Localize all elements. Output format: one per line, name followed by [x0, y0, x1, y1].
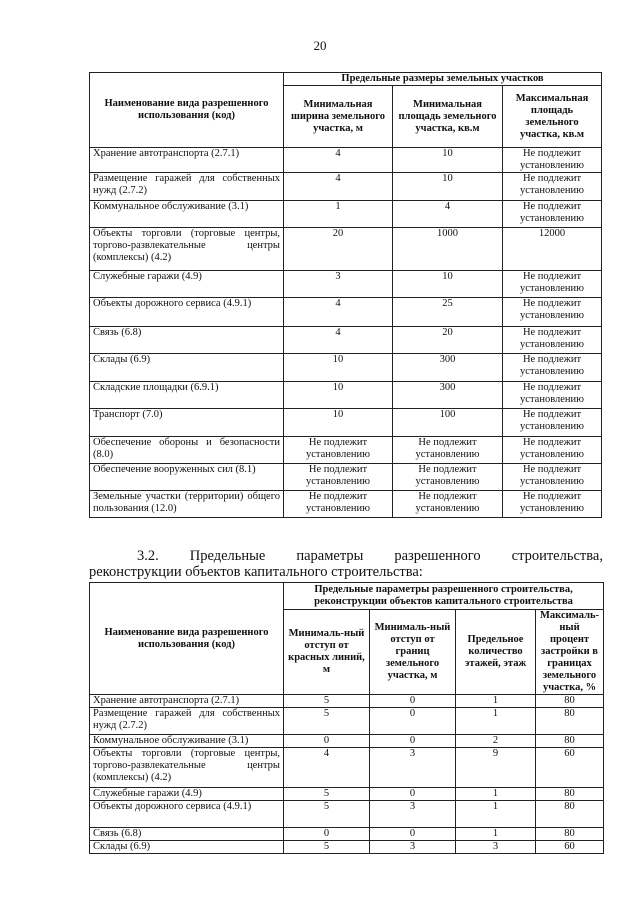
table-row	[90, 491, 602, 518]
header-min-area: Минимальная площадь земельного участка, кв.м	[393, 86, 503, 148]
cell-max-area: Не подлежит установлению	[503, 409, 602, 437]
cell-max-floors: 1	[456, 828, 536, 841]
table-row	[90, 437, 602, 464]
heading-word: разрешенного	[394, 548, 481, 564]
cell-min-width: 4	[284, 148, 393, 173]
cell-boundary-setback: 3	[370, 841, 456, 854]
cell-red-line-setback: 0	[284, 828, 370, 841]
cell-max-coverage: 80	[536, 708, 604, 735]
header-red-line-setback: Минималь-ный отступ от красных линий, м	[284, 610, 370, 695]
table-row	[90, 695, 604, 708]
cell-min-area: Не подлежит установлению	[393, 491, 503, 518]
table-row	[90, 382, 602, 409]
table-row	[90, 271, 602, 298]
cell-min-width: Не подлежит установлению	[284, 464, 393, 491]
cell-boundary-setback: 0	[370, 828, 456, 841]
row-name: Хранение автотранспорта (2.7.1)	[90, 148, 284, 173]
cell-min-area: 300	[393, 382, 503, 409]
cell-max-floors: 1	[456, 801, 536, 828]
row-name: Размещение гаражей для собственных нужд (2.7.2)	[90, 173, 284, 201]
header-plot-sizes-group: Предельные размеры земельных участков	[284, 73, 602, 86]
table-row	[90, 327, 602, 354]
table-row	[90, 409, 602, 437]
header-max-area: Максимальная площадь земельного участка, кв.м	[503, 86, 602, 148]
cell-min-area: Не подлежит установлению	[393, 437, 503, 464]
row-name: Хранение автотранспорта (2.7.1)	[90, 695, 284, 708]
table-row	[90, 708, 604, 735]
row-name: Объекты дорожного сервиса (4.9.1)	[90, 801, 284, 828]
header-use-type: Наименование вида разрешенного использования (код)	[90, 73, 284, 148]
row-name: Связь (6.8)	[90, 327, 284, 354]
table-row	[90, 201, 602, 228]
cell-red-line-setback: 5	[284, 788, 370, 801]
section-number: 3.2.	[137, 548, 159, 564]
cell-max-coverage: 80	[536, 828, 604, 841]
table-row	[90, 735, 604, 748]
header-max-floors: Предельное количество этажей, этаж	[456, 610, 536, 695]
cell-min-width: 4	[284, 327, 393, 354]
heading-word: параметры	[296, 548, 364, 564]
table-row	[90, 173, 602, 201]
cell-max-area: Не подлежит установлению	[503, 271, 602, 298]
cell-red-line-setback: 4	[284, 748, 370, 788]
cell-min-width: 10	[284, 409, 393, 437]
cell-boundary-setback: 0	[370, 695, 456, 708]
cell-min-area: 20	[393, 327, 503, 354]
table-row	[90, 801, 604, 828]
header-boundary-setback: Минималь-ный отступ от границ земельного участка, м	[370, 610, 456, 695]
heading-line-2: реконструкции объектов капитального строительства:	[89, 564, 423, 580]
cell-max-area: Не подлежит установлению	[503, 354, 602, 382]
table-row	[90, 788, 604, 801]
header-use-type: Наименование вида разрешенного использования (код)	[90, 583, 284, 695]
land-plot-sizes-table	[89, 72, 602, 518]
cell-max-area: Не подлежит установлению	[503, 298, 602, 327]
section-heading	[89, 548, 603, 580]
table-row	[90, 298, 602, 327]
row-name: Объекты дорожного сервиса (4.9.1)	[90, 298, 284, 327]
row-name: Транспорт (7.0)	[90, 409, 284, 437]
cell-min-area: 25	[393, 298, 503, 327]
table-row	[90, 828, 604, 841]
cell-min-area: 10	[393, 148, 503, 173]
cell-max-area: Не подлежит установлению	[503, 437, 602, 464]
table-row	[90, 354, 602, 382]
cell-red-line-setback: 5	[284, 695, 370, 708]
row-name: Склады (6.9)	[90, 841, 284, 854]
header-construction-params-group: Предельные параметры разрешенного строительства, реконструкции объектов капитального строительства	[284, 583, 604, 610]
cell-min-width: 20	[284, 228, 393, 271]
cell-max-floors: 1	[456, 788, 536, 801]
cell-red-line-setback: 5	[284, 801, 370, 828]
cell-red-line-setback: 5	[284, 841, 370, 854]
cell-min-area: 100	[393, 409, 503, 437]
cell-max-coverage: 80	[536, 788, 604, 801]
row-name: Складские площадки (6.9.1)	[90, 382, 284, 409]
cell-min-area: 1000	[393, 228, 503, 271]
cell-min-area: 4	[393, 201, 503, 228]
row-name: Объекты торговли (торговые центры, торгово-развлекательные центры (комплексы) (4.2)	[90, 228, 284, 271]
page-number: 20	[313, 38, 327, 53]
row-name: Обеспечение обороны и безопасности (8.0)	[90, 437, 284, 464]
table-row	[90, 841, 604, 854]
cell-boundary-setback: 0	[370, 735, 456, 748]
heading-word: строительства,	[511, 548, 603, 564]
cell-max-coverage: 80	[536, 801, 604, 828]
cell-max-floors: 1	[456, 708, 536, 735]
table-row	[90, 748, 604, 788]
cell-max-floors: 9	[456, 748, 536, 788]
table-row	[90, 228, 602, 271]
cell-min-width: Не подлежит установлению	[284, 491, 393, 518]
cell-max-area: Не подлежит установлению	[503, 464, 602, 491]
cell-min-area: 10	[393, 173, 503, 201]
construction-parameters-table	[89, 582, 604, 854]
cell-min-width: 10	[284, 354, 393, 382]
cell-max-area: Не подлежит установлению	[503, 327, 602, 354]
cell-max-area: Не подлежит установлению	[503, 201, 602, 228]
cell-min-width: 4	[284, 298, 393, 327]
row-name: Коммунальное обслуживание (3.1)	[90, 201, 284, 228]
heading-word: Предельные	[189, 548, 266, 564]
row-name: Склады (6.9)	[90, 354, 284, 382]
cell-max-coverage: 80	[536, 695, 604, 708]
cell-min-width: 1	[284, 201, 393, 228]
cell-min-width: 10	[284, 382, 393, 409]
cell-max-coverage: 80	[536, 735, 604, 748]
cell-max-area: 12000	[503, 228, 602, 271]
cell-min-area: Не подлежит установлению	[393, 464, 503, 491]
table-row	[90, 464, 602, 491]
cell-min-width: 3	[284, 271, 393, 298]
cell-max-floors: 3	[456, 841, 536, 854]
row-name: Размещение гаражей для собственных нужд (2.7.2)	[90, 708, 284, 735]
cell-boundary-setback: 3	[370, 748, 456, 788]
cell-boundary-setback: 0	[370, 788, 456, 801]
cell-max-coverage: 60	[536, 748, 604, 788]
header-min-width: Минимальная ширина земельного участка, м	[284, 86, 393, 148]
cell-max-coverage: 60	[536, 841, 604, 854]
cell-min-area: 300	[393, 354, 503, 382]
row-name: Служебные гаражи (4.9)	[90, 788, 284, 801]
row-name: Связь (6.8)	[90, 828, 284, 841]
cell-max-area: Не подлежит установлению	[503, 491, 602, 518]
cell-max-area: Не подлежит установлению	[503, 173, 602, 201]
row-name: Обеспечение вооруженных сил (8.1)	[90, 464, 284, 491]
cell-max-floors: 1	[456, 695, 536, 708]
row-name: Объекты торговли (торговые центры, торгово-развлекательные центры (комплексы) (4.2)	[90, 748, 284, 788]
row-name: Земельные участки (территории) общего пользования (12.0)	[90, 491, 284, 518]
cell-max-area: Не подлежит установлению	[503, 148, 602, 173]
row-name: Коммунальное обслуживание (3.1)	[90, 735, 284, 748]
table-row	[90, 148, 602, 173]
cell-min-area: 10	[393, 271, 503, 298]
cell-red-line-setback: 5	[284, 708, 370, 735]
row-name: Служебные гаражи (4.9)	[90, 271, 284, 298]
cell-max-area: Не подлежит установлению	[503, 382, 602, 409]
cell-min-width: Не подлежит установлению	[284, 437, 393, 464]
cell-boundary-setback: 0	[370, 708, 456, 735]
cell-red-line-setback: 0	[284, 735, 370, 748]
cell-min-width: 4	[284, 173, 393, 201]
header-max-coverage: Максималь-ный процент застройки в границах земельного участка, %	[536, 610, 604, 695]
cell-max-floors: 2	[456, 735, 536, 748]
cell-boundary-setback: 3	[370, 801, 456, 828]
